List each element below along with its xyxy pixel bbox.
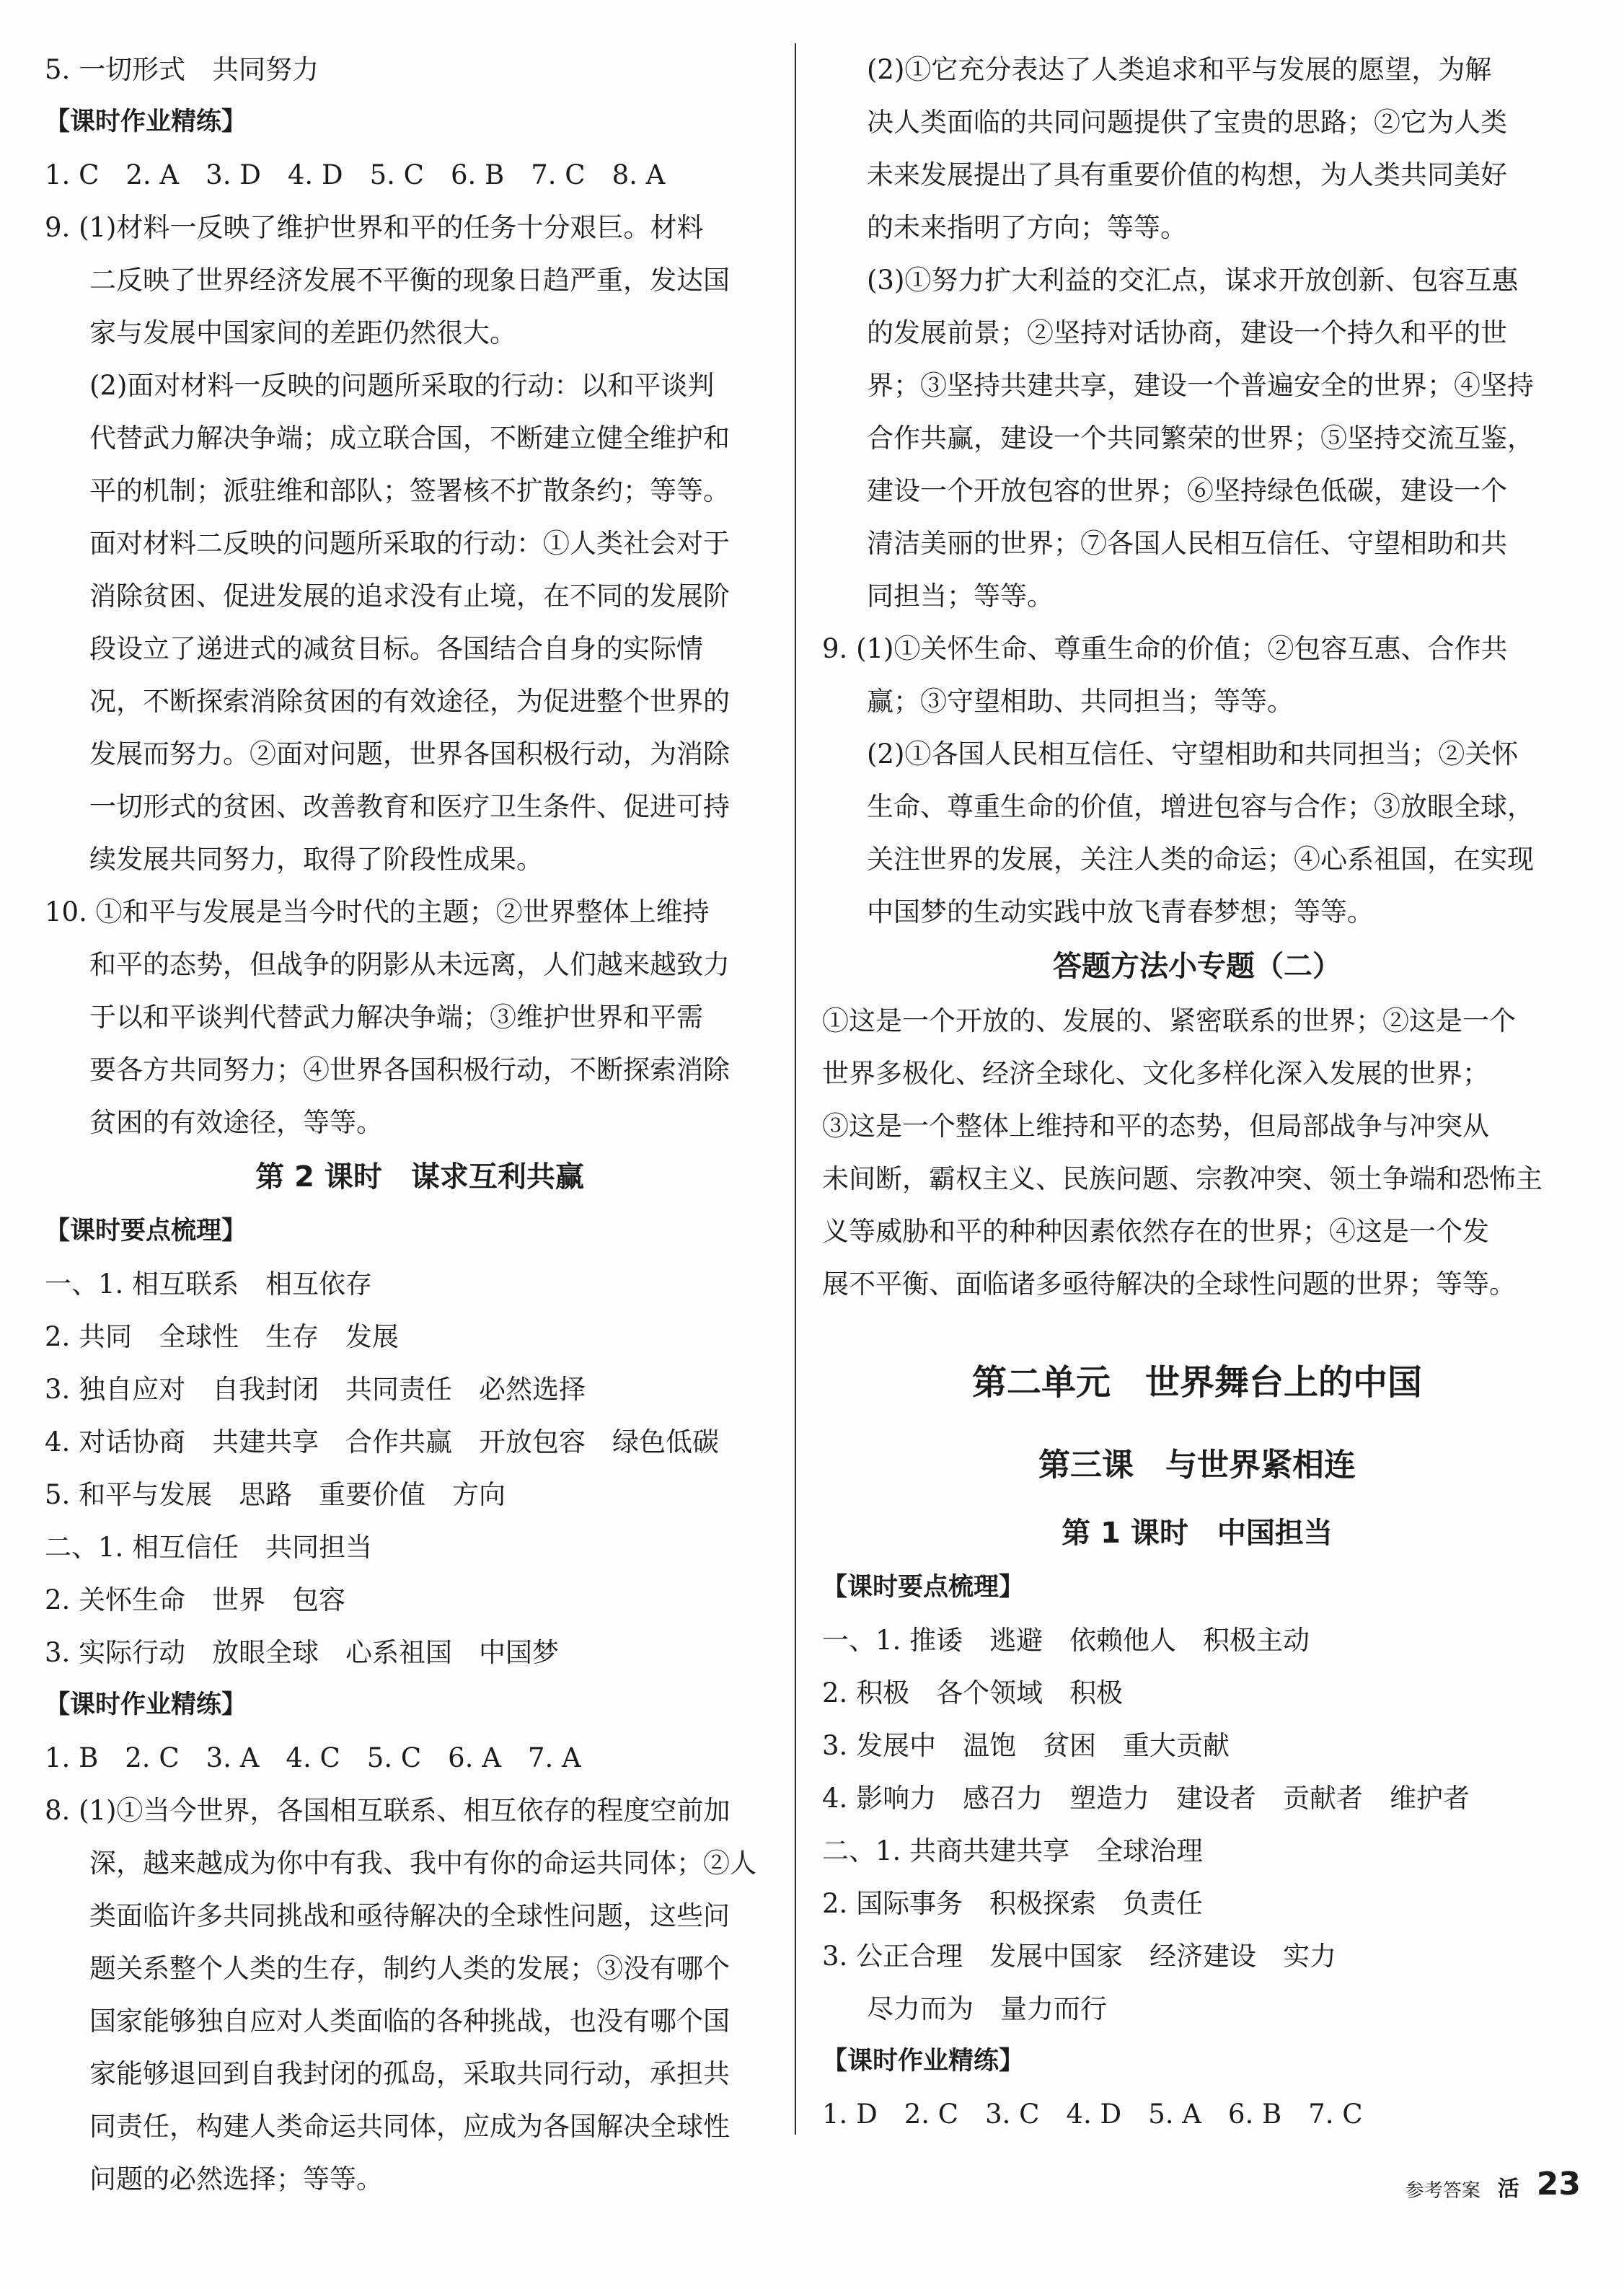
text-line-indented: 一切形式的贫困、改善教育和医疗卫生条件、促进可持 [89, 791, 730, 822]
text-line: 二、1. 相互信任 共同担当 [45, 1532, 373, 1563]
text-line: 世界多极化、经济全球化、文化多样化深入发展的世界； [822, 1058, 1489, 1089]
text-line-indented: (2)①各国人民相互信任、守望相助和共同担当；②关怀 [867, 738, 1519, 769]
text-line: 10. ①和平与发展是当今时代的主题；②世界整体上维持 [45, 896, 710, 927]
text-line: 1. B 2. C 3. A 4. C 5. C 6. A 7. A [45, 1742, 581, 1773]
text-line-indented: 建设一个开放包容的世界；⑥坚持绿色低碳，建设一个 [867, 475, 1507, 506]
text-line-indented: 二反映了世界经济发展不平衡的现象日趋严重，发达国 [89, 265, 730, 296]
text-line-indented: 中国梦的生动实践中放飞青春梦想；等等。 [867, 896, 1374, 927]
text-line-indented: 深，越来越成为你中有我、我中有你的命运共同体；②人 [89, 1848, 756, 1879]
chapter-heading: 第三课 与世界紧相连 [1038, 1447, 1356, 1483]
section-label: 【课时作业精练】 [45, 1690, 247, 1719]
text-line-indented: 发展而努力。②面对问题，世界各国积极行动，为消除 [89, 738, 730, 769]
text-line-indented: 未来发展提出了具有重要价值的构想，为人类共同美好 [867, 159, 1507, 190]
text-line: 4. 对话协商 共建共享 合作共赢 开放包容 绿色低碳 [45, 1426, 720, 1457]
text-line-indented: 国家能够独自应对人类面临的各种挑战，也没有哪个国 [89, 2006, 730, 2037]
text-line: 二、1. 共商共建共享 全球治理 [822, 1835, 1204, 1866]
text-line-indented: 赢；③守望相助、共同担当；等等。 [867, 686, 1294, 717]
text-line-indented: 的发展前景；②坚持对话协商，建设一个持久和平的世 [867, 317, 1507, 348]
text-line-indented: 续发展共同努力，取得了阶段性成果。 [89, 844, 543, 875]
lesson-heading: 第 1 课时 中国担当 [1062, 1517, 1333, 1550]
text-line: 8. (1)①当今世界，各国相互联系、相互依存的程度空前加 [45, 1795, 731, 1826]
text-line-indented: 段设立了递进式的减贫目标。各国结合自身的实际情 [89, 633, 703, 664]
right-column [822, 43, 1572, 2140]
text-line-indented: 同担当；等等。 [867, 581, 1054, 612]
section-label: 【课时作业精练】 [45, 107, 247, 136]
text-line-indented: (2)①它充分表达了人类追求和平与发展的愿望，为解 [867, 54, 1492, 85]
text-line-indented: 于以和平谈判代替武力解决争端；③维护世界和平需 [89, 1002, 703, 1033]
text-line: 9. (1)材料一反映了维护世界和平的任务十分艰巨。材料 [45, 212, 704, 243]
text-line-indented: 题关系整个人类的生存，制约人类的发展；③没有哪个 [89, 1953, 730, 1984]
text-line: 3. 独自应对 自我封闭 共同责任 必然选择 [45, 1374, 586, 1405]
page-number: 23 [1536, 2166, 1581, 2202]
text-line-indented: (2)面对材料一反映的问题所采取的行动：以和平谈判 [89, 370, 715, 401]
text-line-indented: 合作共赢，建设一个共同繁荣的世界；⑤坚持交流互鉴， [867, 423, 1534, 454]
text-line: 一、1. 相互联系 相互依存 [45, 1269, 373, 1300]
page-footer [1405, 2166, 1581, 2202]
text-line: 5. 一切形式 共同努力 [45, 54, 319, 85]
text-line: 义等威胁和平的种种因素依然存在的世界；④这是一个发 [822, 1216, 1489, 1247]
lesson-heading: 答题方法小专题（二） [1053, 950, 1341, 983]
text-line-indented: 家与发展中国家间的差距仍然很大。 [89, 317, 516, 348]
text-line-indented: 问题的必然选择；等等。 [89, 2164, 383, 2195]
text-line-indented: 家能够退回到自我封闭的孤岛，采取共同行动，承担共 [89, 2058, 730, 2089]
lesson-heading: 第 2 课时 谋求互利共赢 [255, 1160, 584, 1194]
text-line-indented: 同责任，构建人类命运共同体，应成为各国解决全球性 [89, 2111, 730, 2142]
footer-label: 参考答案 [1405, 2180, 1480, 2202]
text-line-indented: 和平的态势，但战争的阴影从未远离，人们越来越致力 [89, 949, 730, 980]
text-line: 3. 实际行动 放眼全球 心系祖国 中国梦 [45, 1637, 560, 1668]
text-line: 未间断，霸权主义、民族问题、宗教冲突、领土争端和恐怖主 [822, 1163, 1543, 1194]
section-label: 【课时作业精练】 [822, 2047, 1025, 2076]
text-line: 2. 国际事务 积极探索 负责任 [822, 1888, 1204, 1919]
text-line: ③这是一个整体上维持和平的态势，但局部战争与冲突从 [822, 1111, 1489, 1142]
text-line: 2. 关怀生命 世界 包容 [45, 1584, 346, 1615]
text-line-indented: 贫困的有效途径，等等。 [89, 1107, 383, 1138]
text-line: 3. 发展中 温饱 贫困 重大贡献 [822, 1730, 1230, 1761]
left-column [45, 43, 795, 2205]
text-line: 一、1. 推诿 逃避 依赖他人 积极主动 [822, 1625, 1310, 1656]
text-line: 5. 和平与发展 思路 重要价值 方向 [45, 1479, 506, 1510]
text-line-indented: 类面临许多共同挑战和亟待解决的全球性问题，这些问 [89, 1900, 730, 1931]
text-line-indented: 尽力而为 量力而行 [867, 1993, 1107, 2024]
text-line-indented: 决人类面临的共同问题提供了宝贵的思路；②它为人类 [867, 107, 1507, 138]
text-line: 2. 共同 全球性 生存 发展 [45, 1321, 400, 1352]
text-line: 1. D 2. C 3. C 4. D 5. A 6. B 7. C [822, 2099, 1363, 2130]
text-line-indented: 消除贫困、促进发展的追求没有止境，在不同的发展阶 [89, 581, 730, 612]
text-line-indented: 关注世界的发展，关注人类的命运；④心系祖国，在实现 [867, 844, 1534, 875]
column-divider [795, 43, 796, 2135]
text-line-indented: 面对材料二反映的问题所采取的行动：①人类社会对于 [89, 528, 730, 559]
text-line-indented: 界；③坚持共建共享，建设一个普遍安全的世界；④坚持 [867, 370, 1534, 401]
text-line-indented: 况，不断探索消除贫困的有效途径，为促进整个世界的 [89, 686, 730, 717]
text-line: 2. 积极 各个领域 积极 [822, 1677, 1124, 1708]
text-line: 展不平衡、面临诸多亟待解决的全球性问题的世界；等等。 [822, 1269, 1516, 1300]
text-line-indented: 的未来指明了方向；等等。 [867, 212, 1187, 243]
text-line: 9. (1)①关怀生命、尊重生命的价值；②包容互惠、合作共 [822, 633, 1508, 664]
unit-heading: 第二单元 世界舞台上的中国 [971, 1362, 1422, 1403]
text-line-indented: 代替武力解决争端；成立联合国，不断建立健全维护和 [89, 423, 730, 454]
footer-logo: 活 [1497, 2176, 1519, 2202]
text-line-indented: 清洁美丽的世界；⑦各国人民相互信任、守望相助和共 [867, 528, 1507, 559]
text-line: 3. 公正合理 发展中国家 经济建设 实力 [822, 1941, 1337, 1972]
text-line: 1. C 2. A 3. D 4. D 5. C 6. B 7. C 8. A [45, 159, 666, 190]
text-line-indented: 生命、尊重生命的价值，增进包容与合作；③放眼全球， [867, 791, 1534, 822]
section-label: 【课时要点梳理】 [822, 1573, 1025, 1602]
text-line: ①这是一个开放的、发展的、紧密联系的世界；②这是一个 [822, 1005, 1516, 1036]
text-line-indented: 要各方共同努力；④世界各国积极行动，不断探索消除 [89, 1054, 730, 1085]
text-line: 4. 影响力 感召力 塑造力 建设者 贡献者 维护者 [822, 1783, 1470, 1814]
text-line-indented: 平的机制；派驻维和部队；签署核不扩散条约；等等。 [89, 475, 730, 506]
text-line-indented: (3)①努力扩大利益的交汇点，谋求开放创新、包容互惠 [867, 265, 1519, 296]
section-label: 【课时要点梳理】 [45, 1217, 247, 1245]
